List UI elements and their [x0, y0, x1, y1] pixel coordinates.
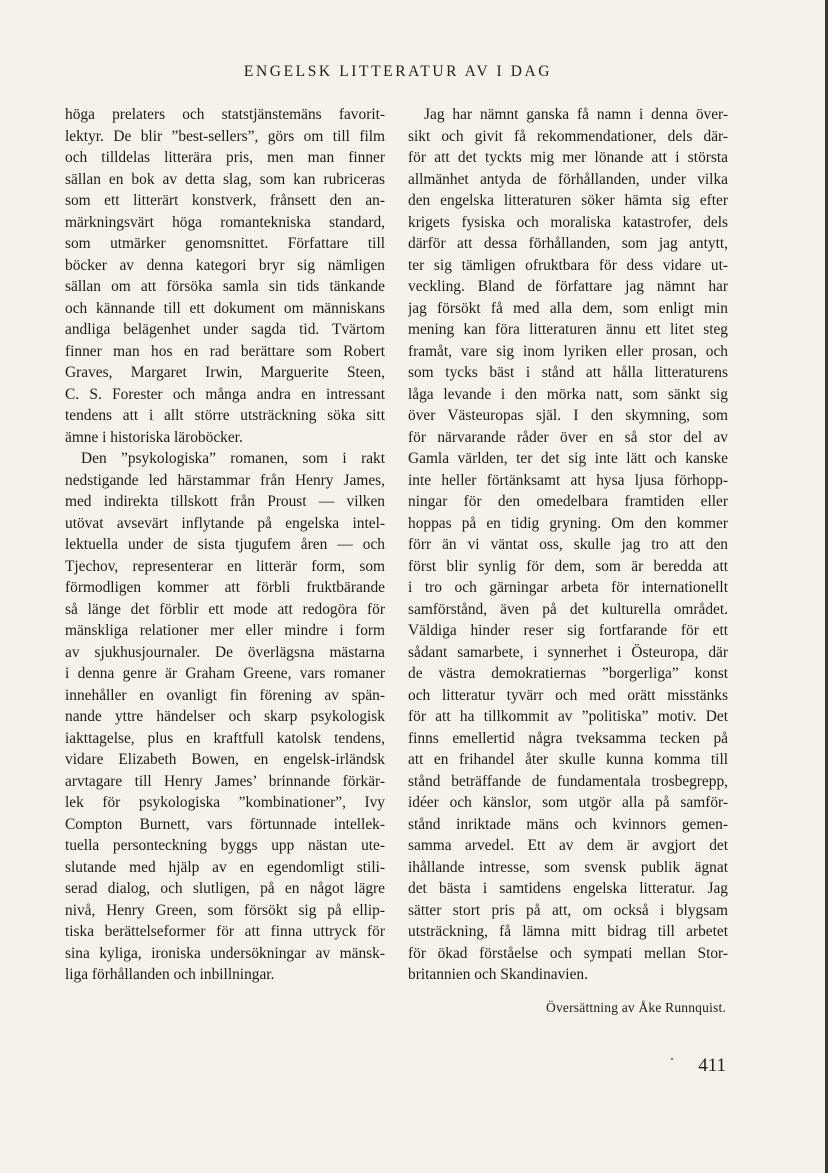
text-line: förr än vi väntat oss, skulle jag tro att den: [408, 536, 728, 553]
text-line: det bästa i samtidens engelska litteratur. Jag: [408, 880, 728, 897]
text-line: veckling. Bland de författare jag nämnt har: [408, 278, 728, 295]
text-line: finner man hos en rad berättare som Robert: [65, 342, 385, 360]
text-line: sådant samarbete, i synnerhet i Östeuropa, där: [408, 643, 728, 661]
text-line: tuella personteckning byggs upp nästan ute-: [65, 837, 385, 854]
text-line: den engelska litteraturen söker hämta sig efter: [408, 192, 728, 209]
text-line: allmänhet antyda de förhållanden, under vilka: [408, 170, 728, 188]
text-line: inte heller förtänksamt att hysa ljusa förhopp-: [408, 471, 728, 489]
text-line: märkningsvärt höga romantekniska standard,: [65, 213, 385, 231]
text-line: höga prelaters och statstjänstemäns favorit-: [65, 106, 385, 123]
text-line: i tro och gärningar arbeta för internationellt: [408, 579, 728, 596]
text-line: C. S. Forester och många andra en intressant: [65, 385, 385, 403]
text-line: sätter stort pris på att, om också i blygsam: [408, 901, 728, 919]
text-line: Gamla världen, ter det sig inte lätt och kanske: [408, 450, 728, 467]
text-line: samma arvedel. Ett av dem är avgjort det: [408, 837, 728, 854]
text-line: därför att dessa förhållanden, som jag antytt,: [408, 235, 728, 252]
text-line: framåt, vare sig inom lyriken eller prosan, och: [408, 342, 728, 360]
text-line: ämne i historiska läroböcker.: [65, 428, 243, 446]
text-line: att en frihandel åter skulle kunna komma till: [408, 751, 728, 768]
left-text-column: [65, 104, 385, 986]
text-line: så länge det förblir ett mode att redogöra för: [65, 600, 385, 618]
text-line: ihållande intresse, som svensk publik ägnat: [408, 858, 728, 876]
text-line: jag försökt få med alla dem, som enligt min: [408, 299, 728, 317]
text-line: nedstigande led härstammar från Henry James,: [65, 471, 385, 489]
text-line: Väldiga hinder reser sig fortfarande för ett: [408, 622, 728, 639]
text-line: över Västeuropas själ. I den skymning, som: [408, 407, 728, 424]
text-line: iakttagelse, plus en kraftfull katolsk tendens,: [65, 729, 385, 747]
text-line: för att ha tillkommit av ”politiska” motiv. Det: [408, 708, 728, 725]
text-line: först blir synlig för dem, som är beredda att: [408, 557, 728, 575]
text-line: nande yttre händelser och skarp psykologisk: [65, 708, 385, 725]
text-line: sina kyliga, ironiska undersökningar av mänsk-: [65, 944, 385, 962]
text-line: som utmärker genomsnittet. Författare till: [65, 235, 385, 252]
text-line: förmodligen kommer att förbli fruktbärande: [65, 579, 385, 596]
margin-speck: [671, 1058, 673, 1060]
text-line: av sjukhusjournaler. De överlägsna mästarna: [65, 643, 385, 661]
text-line: krigets fysiska och moraliska katastrofer, dels: [408, 213, 728, 231]
running-header: ENGELSK LITTERATUR AV I DAG: [243, 63, 553, 80]
text-line: arvtagare till Henry James’ brinnande förkär-: [65, 772, 385, 790]
text-line: utövat avsevärt inflytande på engelska intel-: [65, 514, 385, 532]
text-line: Graves, Margaret Irwin, Marguerite Steen,: [65, 364, 385, 381]
text-line: britannien och Skandinavien.: [408, 966, 588, 983]
text-line: för att det tyckts mig mer lönande att i största: [408, 149, 728, 166]
text-line: samförstånd, även på det kulturella området.: [408, 600, 728, 618]
text-line: Den ”psykologiska” romanen, som i rakt: [81, 450, 385, 467]
text-line: låga levande i den mörka natt, som sänkt sig: [408, 385, 728, 403]
text-line: som tycks bäst i stånd att hålla litteraturens: [408, 364, 728, 381]
text-line: innehåller en ovanligt fin förening av spän-: [65, 686, 385, 704]
text-line: och kännande till ett dokument om människans: [65, 299, 385, 317]
page-number: 411: [698, 1055, 726, 1076]
text-line: i denna genre är Graham Greene, vars romaner: [65, 665, 385, 682]
text-line: finns emellertid några tveksamma tecken på: [408, 729, 728, 747]
text-line: de västra demokratiernas ”borgerliga” konst: [408, 665, 728, 682]
text-line: Jag har nämnt ganska få namn i denna över-: [424, 106, 728, 123]
text-line: andliga belägenhet under sagda tid. Tvärtom: [65, 321, 385, 338]
text-line: stånd inriktade mäns och kvinnors gemen-: [408, 815, 728, 833]
text-line: mening kan föra litteraturen ännu ett litet steg: [408, 321, 728, 338]
text-line: vidare Elizabeth Bowen, en engelsk-irländsk: [65, 751, 385, 768]
text-line: tendens att i allt större utsträckning söka sitt: [65, 407, 385, 424]
text-line: sikt och givit få rekommendationer, dels där-: [408, 127, 728, 145]
text-line: för ökad förståelse och sympati mellan Stor-: [408, 944, 728, 962]
text-line: sällan om att försöka samla sin tids tänkande: [65, 278, 385, 295]
text-line: slutande med hjälp av en egendomligt stili-: [65, 858, 385, 876]
text-line: utsträckning, få lämna mitt bidrag till arbetet: [408, 923, 728, 940]
text-line: stånd beträffande de fundamentala trosbegrepp,: [408, 772, 728, 790]
text-line: lek för psykologiska ”kombinationer”, Ivy: [65, 794, 385, 811]
text-line: och litteratur tyvärr och med orätt misstänks: [408, 686, 728, 704]
text-line: tiska berättelseformer för att finna uttryck för: [65, 923, 385, 940]
text-line: sällan en bok av detta slag, som kan rubriceras: [65, 170, 385, 188]
text-line: som ett litterärt konstverk, frånsett den an-: [65, 192, 385, 209]
text-line: liga förhållanden och inbillningar.: [65, 966, 275, 983]
text-line: och tilldelas litterära pris, men man finner: [65, 149, 385, 166]
text-line: Compton Burnett, vars förtunnade intellek-: [65, 815, 385, 833]
text-line: Tjechov, representerar en litterär form, som: [65, 557, 385, 575]
text-line: med indirekta tillskott från Proust — vilken: [65, 493, 385, 510]
text-line: ter sig tämligen ofruktbara för dess vidare ut-: [408, 256, 728, 274]
text-line: för närvarande råder över en så stor del av: [408, 428, 728, 446]
text-line: böcker av denna kategori bryr sig nämligen: [65, 256, 385, 274]
text-line: ningar för den omedelbara framtiden eller: [408, 493, 728, 510]
text-line: nivå, Henry Green, som försökt sig på ellip-: [65, 901, 385, 919]
text-line: lektuella under de sista tjugufem åren — och: [65, 536, 385, 553]
translator-credit: Översättning av Åke Runnquist.: [546, 1000, 726, 1015]
text-line: idéer och känslor, som utgör alla på samför-: [408, 794, 728, 811]
right-text-column: [408, 104, 728, 986]
text-line: lektyr. De blir ”best-sellers”, görs om till film: [65, 127, 385, 145]
text-line: mänskliga relationer mer eller mindre i form: [65, 622, 385, 639]
text-line: hoppas på en tidig gryning. Om den kommer: [408, 514, 728, 532]
text-line: serad dialog, och slutligen, på en något lägre: [65, 880, 385, 897]
